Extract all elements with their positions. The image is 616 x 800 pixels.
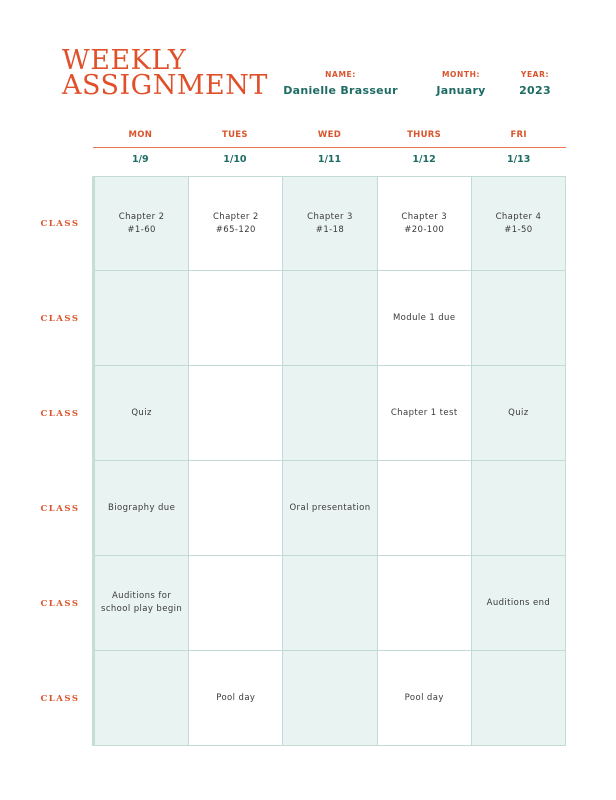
month-field (430, 70, 492, 97)
schedule-cell[interactable]: Pool day (378, 651, 472, 746)
schedule-cell[interactable] (95, 651, 189, 746)
date-header: 1/10 (223, 154, 247, 165)
schedule-cell[interactable]: Oral presentation (283, 461, 377, 556)
schedule-cell[interactable] (189, 556, 283, 651)
title-line-2: ASSIGNMENT (62, 70, 268, 101)
schedule-cell[interactable]: Quiz (95, 366, 189, 461)
schedule-cell[interactable] (283, 366, 377, 461)
table-row (95, 651, 566, 746)
schedule-cell[interactable] (189, 461, 283, 556)
schedule-cell[interactable] (378, 556, 472, 651)
schedule-cell[interactable]: Chapter 2 #65-120 (189, 176, 283, 271)
schedule-cell[interactable]: Chapter 1 test (378, 366, 472, 461)
day-header: WED (317, 130, 342, 140)
date-header: 1/11 (317, 154, 342, 165)
row-label: CLASS (40, 408, 80, 419)
day-header: FRI (510, 130, 527, 140)
table-row (95, 176, 566, 271)
year-field (510, 70, 560, 97)
day-headers (93, 130, 566, 140)
table-row (95, 366, 566, 461)
row-label: CLASS (40, 218, 80, 229)
day-header: MON (128, 130, 153, 140)
header-divider (93, 147, 566, 148)
schedule-cell[interactable]: Chapter 3 #20-100 (378, 176, 472, 271)
table-row (95, 556, 566, 651)
schedule-cell[interactable] (283, 556, 377, 651)
day-header: THURS (407, 130, 442, 140)
row-label: CLASS (40, 693, 80, 704)
schedule-cell[interactable] (283, 271, 377, 366)
schedule-cell[interactable]: Chapter 2 #1-60 (95, 176, 189, 271)
row-label: CLASS (40, 313, 80, 324)
schedule-cell[interactable] (472, 271, 566, 366)
schedule-cell[interactable] (378, 461, 472, 556)
page-title (62, 45, 268, 101)
schedule-cell[interactable]: Auditions end (472, 556, 566, 651)
name-field (283, 70, 398, 97)
schedule-cell[interactable]: Pool day (189, 651, 283, 746)
row-labels (30, 176, 90, 746)
schedule-cell[interactable] (283, 651, 377, 746)
schedule-cell[interactable]: Chapter 4 #1-50 (472, 176, 566, 271)
row-label: CLASS (40, 503, 80, 514)
name-value[interactable]: Danielle Brasseur (283, 84, 398, 97)
schedule-cell[interactable] (472, 651, 566, 746)
month-label: MONTH: (441, 70, 481, 79)
day-header: TUES (221, 130, 248, 140)
table-row (95, 271, 566, 366)
schedule-cell[interactable]: Module 1 due (378, 271, 472, 366)
month-value[interactable]: January (436, 84, 486, 97)
schedule-grid (92, 176, 566, 746)
schedule-cell[interactable]: Auditions for school play begin (95, 556, 189, 651)
year-label: YEAR: (520, 70, 550, 79)
schedule-cell[interactable]: Quiz (472, 366, 566, 461)
schedule-cell[interactable]: Chapter 3 #1-18 (283, 176, 377, 271)
row-label: CLASS (40, 598, 80, 609)
year-value[interactable]: 2023 (519, 84, 551, 97)
schedule-cell[interactable]: Biography due (95, 461, 189, 556)
schedule-cell[interactable] (189, 366, 283, 461)
schedule-cell[interactable] (189, 271, 283, 366)
date-header: 1/12 (412, 154, 436, 165)
schedule-cell[interactable] (472, 461, 566, 556)
date-header: 1/13 (507, 154, 531, 165)
title-line-1: WEEKLY (62, 45, 187, 76)
date-header: 1/9 (131, 154, 149, 165)
name-label: NAME: (325, 70, 356, 79)
table-row (95, 461, 566, 556)
schedule-cell[interactable] (95, 271, 189, 366)
date-headers (93, 154, 566, 165)
